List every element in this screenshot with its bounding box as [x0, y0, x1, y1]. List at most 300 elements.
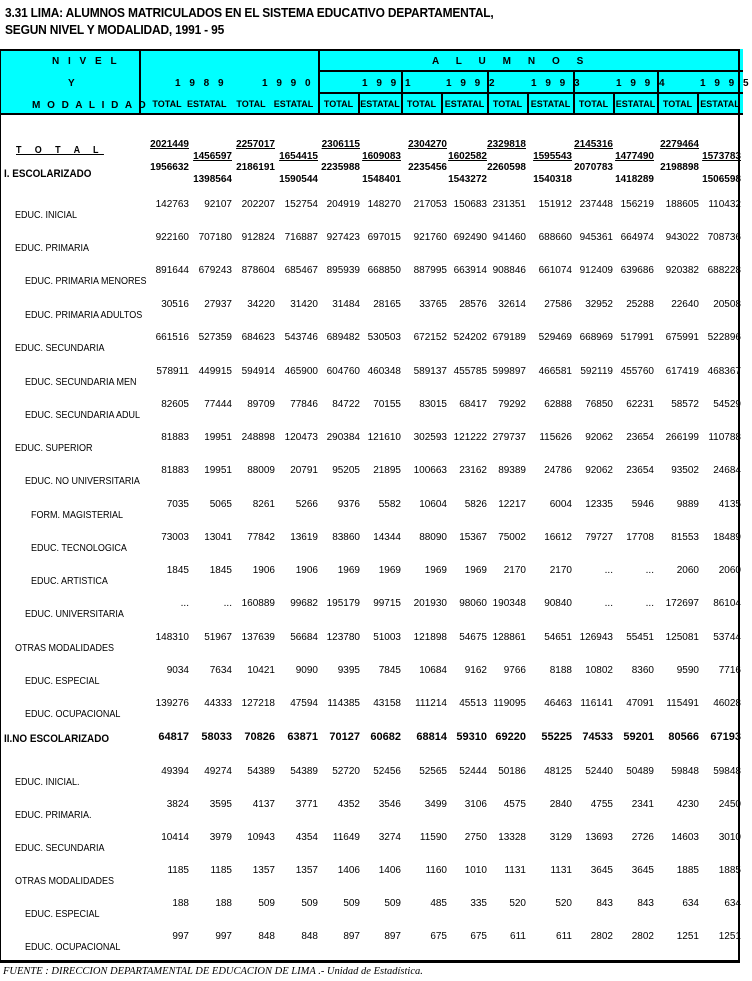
- table-cell: 23654: [626, 432, 654, 443]
- table-cell: 195179: [326, 598, 360, 609]
- table-cell: 3824: [166, 799, 189, 810]
- header-year: 1 9 9 0: [262, 78, 314, 89]
- table-cell: 9162: [464, 665, 487, 676]
- table-cell: 7716: [718, 665, 741, 676]
- table-row: [0, 499, 743, 532]
- header-alumnos: A L U M N O S: [432, 56, 584, 67]
- table-cell: 76850: [585, 399, 613, 410]
- table-cell: 188605: [665, 199, 699, 210]
- table-cell: 79292: [498, 399, 526, 410]
- table-cell: 1609083: [362, 151, 401, 162]
- table-cell: 2341: [631, 799, 654, 810]
- table-cell: 150683: [453, 199, 487, 210]
- table-cell: 82605: [161, 399, 189, 410]
- table-cell: 70155: [373, 399, 401, 410]
- row-label: EDUC. ARTISTICA: [31, 576, 108, 587]
- table-cell: 110788: [708, 432, 741, 443]
- table-cell: 30516: [161, 299, 189, 310]
- header-sub-estatal: ESTATAL: [530, 99, 571, 109]
- table-cell: 10943: [247, 832, 275, 843]
- table-cell: 68814: [416, 731, 447, 743]
- table-cell: 3546: [378, 799, 401, 810]
- table-cell: 509: [343, 898, 360, 909]
- table-cell: 44333: [204, 698, 232, 709]
- table-cell: 1251: [718, 931, 741, 942]
- table-cell: 59310: [456, 731, 487, 743]
- header-sub-estatal: ESTATAL: [444, 99, 485, 109]
- row-label: EDUC. SUPERIOR: [15, 443, 93, 454]
- row-label: EDUC. SECUNDARIA: [15, 343, 105, 354]
- table-row: [0, 598, 743, 631]
- table-cell: 77842: [247, 532, 275, 543]
- table-cell: 1010: [464, 865, 487, 876]
- table-cell: 137639: [241, 632, 275, 643]
- header-modalidad: M O D A L I D A D: [32, 100, 148, 111]
- table-cell: 5826: [464, 499, 487, 510]
- table-cell: 2329818: [487, 139, 526, 150]
- table-cell: 119095: [493, 698, 526, 709]
- table-row: [0, 366, 743, 399]
- table-cell: 1398564: [193, 174, 232, 185]
- table-cell: 32952: [585, 299, 613, 310]
- table-cell: 685467: [284, 265, 318, 276]
- table-cell: 81883: [161, 465, 189, 476]
- table-cell: 64817: [158, 731, 189, 743]
- table-cell: 83015: [419, 399, 447, 410]
- table-cell: 188: [215, 898, 232, 909]
- table-cell: 941460: [492, 232, 526, 243]
- table-cell: 5946: [631, 499, 654, 510]
- table-cell: 1906: [295, 565, 318, 576]
- header-sub-estatal: ESTATAL: [360, 99, 400, 109]
- table-cell: 524202: [453, 332, 487, 343]
- table-title-line2: SEGUN NIVEL Y MODALIDAD, 1991 - 95: [5, 22, 225, 37]
- table-cell: 897: [343, 931, 360, 942]
- table-cell: 589137: [413, 366, 447, 377]
- table-cell: 204919: [326, 199, 360, 210]
- row-label: EDUC. NO UNIVERSITARIA: [25, 476, 140, 487]
- table-cell: 692490: [453, 232, 487, 243]
- table-cell: 54675: [459, 632, 487, 643]
- table-cell: 1160: [425, 865, 447, 876]
- table-cell: 142763: [155, 199, 189, 210]
- table-cell: 53744: [713, 632, 741, 643]
- table-cell: 20791: [290, 465, 318, 476]
- row-label: EDUC. TECNOLOGICA: [31, 543, 127, 554]
- table-cell: 21895: [373, 465, 401, 476]
- table-cell: 1969: [378, 565, 401, 576]
- header-sub-total: TOTAL: [662, 99, 693, 109]
- header-sub-estatal: ESTATAL: [615, 99, 656, 109]
- header-y: Y: [68, 78, 76, 89]
- table-cell: 9590: [676, 665, 699, 676]
- table-cell: 460348: [367, 366, 401, 377]
- row-label: EDUC. INICIAL: [15, 210, 78, 221]
- table-cell: 24684: [713, 465, 741, 476]
- table-cell: 592119: [580, 366, 613, 377]
- table-cell: 1540318: [533, 174, 572, 185]
- table-cell: 34220: [247, 299, 275, 310]
- table-cell: 90840: [544, 598, 572, 609]
- table-cell: ...: [645, 598, 654, 609]
- source-note: FUENTE : DIRECCION DEPARTAMENTAL DE EDUCACION DE LIMA .- Unidad de Estadística.: [3, 966, 423, 977]
- table-cell: 89389: [498, 465, 526, 476]
- table-cell: 231351: [492, 199, 526, 210]
- table-cell: 912409: [579, 265, 613, 276]
- table-cell: 891644: [155, 265, 189, 276]
- table-cell: 594914: [241, 366, 275, 377]
- table-cell: 11649: [332, 832, 360, 843]
- table-cell: 88009: [247, 465, 275, 476]
- table-cell: 661074: [538, 265, 572, 276]
- table-cell: 1406: [337, 865, 360, 876]
- table-cell: 3499: [424, 799, 447, 810]
- table-cell: 110432: [708, 199, 741, 210]
- table-cell: 52565: [419, 766, 447, 777]
- table-row: [0, 799, 743, 832]
- table-cell: 9395: [337, 665, 360, 676]
- table-cell: 2186191: [236, 162, 275, 173]
- table-cell: 202207: [241, 199, 275, 210]
- table-row: [0, 931, 743, 964]
- header-sub-total: TOTAL: [236, 99, 266, 109]
- row-label: EDUC. ESPECIAL: [25, 909, 100, 920]
- table-cell: 5582: [378, 499, 401, 510]
- table-cell: 1845: [209, 565, 232, 576]
- table-cell: 77846: [290, 399, 318, 410]
- table-cell: 63871: [287, 731, 318, 743]
- table-cell: 70826: [244, 731, 275, 743]
- table-cell: 543746: [284, 332, 318, 343]
- table-row: [0, 766, 743, 799]
- table-cell: 59848: [671, 766, 699, 777]
- table-cell: 80566: [668, 731, 699, 743]
- table-cell: 5266: [295, 499, 318, 510]
- table-cell: 32614: [498, 299, 526, 310]
- table-cell: 465900: [284, 366, 318, 377]
- table-cell: 7634: [209, 665, 232, 676]
- table-cell: 8188: [549, 665, 572, 676]
- table-cell: 688660: [538, 232, 572, 243]
- table-title-line1: 3.31 LIMA: ALUMNOS MATRICULADOS EN EL SISTEMA EDUCATIVO DEPARTAMENTAL,: [5, 5, 494, 20]
- table-cell: 86104: [713, 598, 741, 609]
- row-label: EDUC. PRIMARIA: [15, 243, 90, 254]
- table-cell: 139276: [155, 698, 189, 709]
- table-cell: 3595: [209, 799, 232, 810]
- table-cell: 2170: [503, 565, 526, 576]
- table-cell: ...: [604, 598, 613, 609]
- header-sub-total: TOTAL: [323, 99, 354, 109]
- table-cell: 2170: [549, 565, 572, 576]
- table-row: [0, 162, 743, 199]
- table-cell: 1595543: [533, 151, 572, 162]
- table-cell: 47594: [290, 698, 318, 709]
- table-cell: 52456: [373, 766, 401, 777]
- table-cell: 92062: [585, 432, 613, 443]
- table-cell: 121610: [367, 432, 401, 443]
- table-cell: 3106: [464, 799, 487, 810]
- table-cell: 2802: [631, 931, 654, 942]
- table-cell: 1573783: [702, 151, 741, 162]
- table-cell: 2279464: [660, 139, 699, 150]
- table-cell: 31420: [290, 299, 318, 310]
- header-sub-total: TOTAL: [406, 99, 437, 109]
- table-cell: 111214: [415, 698, 447, 709]
- row-label: EDUC. PRIMARIA.: [15, 810, 92, 821]
- row-label: EDUC. SECUNDARIA ADUL: [25, 410, 141, 421]
- table-row: [0, 399, 743, 432]
- table-cell: 1906: [252, 565, 275, 576]
- table-cell: 27586: [544, 299, 572, 310]
- row-label: FORM. MAGISTERIAL: [31, 510, 124, 521]
- header-nivel: N I V E L: [52, 56, 120, 67]
- table-cell: 455785: [453, 366, 487, 377]
- table-cell: 49394: [161, 766, 189, 777]
- table-cell: 1969: [464, 565, 487, 576]
- table-cell: 697015: [367, 232, 401, 243]
- table-cell: ...: [180, 598, 189, 609]
- table-row: [0, 665, 743, 698]
- table-cell: 45513: [459, 698, 487, 709]
- table-cell: 50186: [498, 766, 526, 777]
- table-cell: 160889: [241, 598, 275, 609]
- table-cell: 60682: [370, 731, 401, 743]
- table-cell: 3129: [549, 832, 572, 843]
- table-cell: 848: [258, 931, 275, 942]
- row-label: EDUC. PRIMARIA MENORES: [25, 276, 147, 287]
- table-cell: 1477490: [615, 151, 654, 162]
- table-cell: 51967: [204, 632, 232, 643]
- table-cell: 156219: [620, 199, 654, 210]
- row-label: EDUC. INICIAL.: [15, 777, 80, 788]
- table-cell: 997: [215, 931, 232, 942]
- table-cell: 127218: [241, 698, 275, 709]
- table-cell: 290384: [326, 432, 360, 443]
- table-cell: 604760: [326, 366, 360, 377]
- table-cell: 8261: [252, 499, 275, 510]
- table-cell: 668850: [367, 265, 401, 276]
- table-cell: 50489: [626, 766, 654, 777]
- table-cell: 121898: [413, 632, 447, 643]
- table-row: [0, 865, 743, 898]
- table-cell: 2306115: [321, 139, 360, 150]
- table-cell: 708736: [707, 232, 741, 243]
- table-cell: 3274: [378, 832, 401, 843]
- table-cell: 23654: [626, 465, 654, 476]
- table-cell: 634: [724, 898, 741, 909]
- table-cell: 2802: [590, 931, 613, 942]
- table-cell: 13619: [290, 532, 318, 543]
- table-cell: 23162: [459, 465, 487, 476]
- row-label: EDUC. SECUNDARIA MEN: [25, 377, 137, 388]
- table-cell: 12217: [498, 499, 526, 510]
- table-cell: 302593: [413, 432, 447, 443]
- table-cell: 2235988: [321, 162, 360, 173]
- table-cell: 2198898: [660, 162, 699, 173]
- table-cell: 1956632: [150, 162, 189, 173]
- table-cell: 10802: [585, 665, 613, 676]
- table-cell: 69220: [495, 731, 526, 743]
- table-cell: 27937: [204, 299, 232, 310]
- table-cell: 664974: [620, 232, 654, 243]
- table-cell: ...: [604, 565, 613, 576]
- table-cell: 611: [510, 931, 526, 942]
- table-cell: 123780: [326, 632, 360, 643]
- row-label: EDUC. OCUPACIONAL: [25, 709, 121, 720]
- table-cell: 675991: [665, 332, 699, 343]
- table-cell: 62231: [626, 399, 654, 410]
- table-cell: 20508: [713, 299, 741, 310]
- table-cell: 43158: [373, 698, 401, 709]
- table-cell: 5065: [209, 499, 232, 510]
- header-sub-estatal: ESTATAL: [700, 99, 740, 109]
- table-cell: 684623: [241, 332, 275, 343]
- table-cell: 73003: [161, 532, 189, 543]
- table-cell: 148310: [155, 632, 189, 643]
- table-cell: 13693: [585, 832, 613, 843]
- table-cell: 6004: [549, 499, 572, 510]
- table-cell: 148270: [367, 199, 401, 210]
- table-cell: 1406: [378, 865, 401, 876]
- table-cell: 530503: [367, 332, 401, 343]
- table-cell: 895939: [326, 265, 360, 276]
- table-cell: 248898: [241, 432, 275, 443]
- table-cell: 1251: [676, 931, 699, 942]
- table-cell: 79727: [585, 532, 613, 543]
- table-cell: 54389: [247, 766, 275, 777]
- table-cell: 25288: [626, 299, 654, 310]
- table-cell: 54389: [290, 766, 318, 777]
- table-cell: 599897: [492, 366, 526, 377]
- row-label: II.NO ESCOLARIZADO: [4, 733, 110, 745]
- table-cell: 2450: [718, 799, 741, 810]
- table-cell: 83860: [332, 532, 360, 543]
- table-cell: 3979: [209, 832, 232, 843]
- table-cell: 114385: [327, 698, 360, 709]
- table-cell: 921760: [413, 232, 447, 243]
- table-cell: 922160: [155, 232, 189, 243]
- table-cell: 1654415: [279, 151, 318, 162]
- table-cell: 48125: [544, 766, 572, 777]
- header-year: 1 9 8 9: [175, 78, 227, 89]
- table-cell: 4575: [503, 799, 526, 810]
- table-cell: 10414: [161, 832, 189, 843]
- table-cell: 15367: [459, 532, 487, 543]
- table-cell: 2070783: [574, 162, 613, 173]
- table-cell: 172697: [665, 598, 699, 609]
- table-cell: 2021449: [150, 139, 189, 150]
- table-cell: 56684: [290, 632, 318, 643]
- header-sub-total: TOTAL: [578, 99, 609, 109]
- table-cell: 14603: [671, 832, 699, 843]
- table-cell: 1885: [718, 865, 741, 876]
- table-row: [0, 432, 743, 465]
- row-label: EDUC. UNIVERSITARIA: [25, 609, 124, 620]
- table-cell: 634: [682, 898, 699, 909]
- header-divider: [318, 92, 743, 94]
- table-cell: 4352: [337, 799, 360, 810]
- table-cell: 927423: [326, 232, 360, 243]
- table-cell: 115626: [539, 432, 572, 443]
- table-row: [0, 532, 743, 565]
- table-cell: 2257017: [236, 139, 275, 150]
- table-cell: 54529: [713, 399, 741, 410]
- table-cell: 217053: [413, 199, 447, 210]
- table-cell: 88090: [419, 532, 447, 543]
- table-cell: 4137: [252, 799, 275, 810]
- table-cell: 509: [384, 898, 401, 909]
- table-row: [0, 465, 743, 498]
- table-cell: 2260598: [487, 162, 526, 173]
- table-cell: 3645: [590, 865, 613, 876]
- table-cell: 3010: [718, 832, 741, 843]
- table-cell: 33765: [419, 299, 447, 310]
- row-label: OTRAS MODALIDADES: [15, 643, 115, 654]
- header-divider: [318, 70, 743, 72]
- table-cell: 716887: [284, 232, 318, 243]
- table-cell: 1185: [167, 865, 189, 876]
- table-cell: 190348: [492, 598, 526, 609]
- table-cell: 75002: [498, 532, 526, 543]
- table-cell: 31484: [332, 299, 360, 310]
- table-cell: 509: [301, 898, 318, 909]
- table-cell: 943022: [665, 232, 699, 243]
- table-cell: 68417: [459, 399, 487, 410]
- table-cell: 1885: [676, 865, 699, 876]
- table-cell: 997: [172, 931, 189, 942]
- table-cell: 661516: [155, 332, 189, 343]
- table-cell: 201930: [413, 598, 447, 609]
- table-cell: 675: [430, 931, 447, 942]
- table-cell: 10421: [247, 665, 275, 676]
- table-cell: 59201: [623, 731, 654, 743]
- table-row: [0, 632, 743, 665]
- table-cell: 55225: [541, 731, 572, 743]
- table-cell: 688228: [707, 265, 741, 276]
- table-cell: 2726: [631, 832, 654, 843]
- table-cell: 13328: [498, 832, 526, 843]
- table-cell: 16612: [544, 532, 572, 543]
- table-cell: 1969: [424, 565, 447, 576]
- table-row: [0, 332, 743, 365]
- table-cell: 9034: [166, 665, 189, 676]
- table-cell: 2060: [676, 565, 699, 576]
- row-label: I. ESCOLARIZADO: [4, 168, 92, 180]
- table-cell: 908846: [492, 265, 526, 276]
- table-cell: 639686: [620, 265, 654, 276]
- table-cell: 12335: [585, 499, 613, 510]
- table-cell: ...: [645, 565, 654, 576]
- table-cell: 95205: [332, 465, 360, 476]
- table-cell: 11590: [419, 832, 447, 843]
- header-sub-total: TOTAL: [152, 99, 182, 109]
- table-cell: 1969: [337, 565, 360, 576]
- table-cell: 67193: [710, 731, 741, 743]
- table-cell: 945361: [579, 232, 613, 243]
- table-cell: 9766: [503, 665, 526, 676]
- table-cell: 707180: [198, 232, 232, 243]
- table-cell: 7845: [378, 665, 401, 676]
- table-cell: 455760: [620, 366, 654, 377]
- table-cell: 152754: [284, 199, 318, 210]
- table-cell: 689482: [326, 332, 360, 343]
- row-label: EDUC. SECUNDARIA: [15, 843, 105, 854]
- table-cell: 62888: [544, 399, 572, 410]
- table-cell: 3645: [631, 865, 654, 876]
- row-label: EDUC. OCUPACIONAL: [25, 942, 121, 953]
- table-cell: 92107: [204, 199, 232, 210]
- row-label: EDUC. ESPECIAL: [25, 676, 100, 687]
